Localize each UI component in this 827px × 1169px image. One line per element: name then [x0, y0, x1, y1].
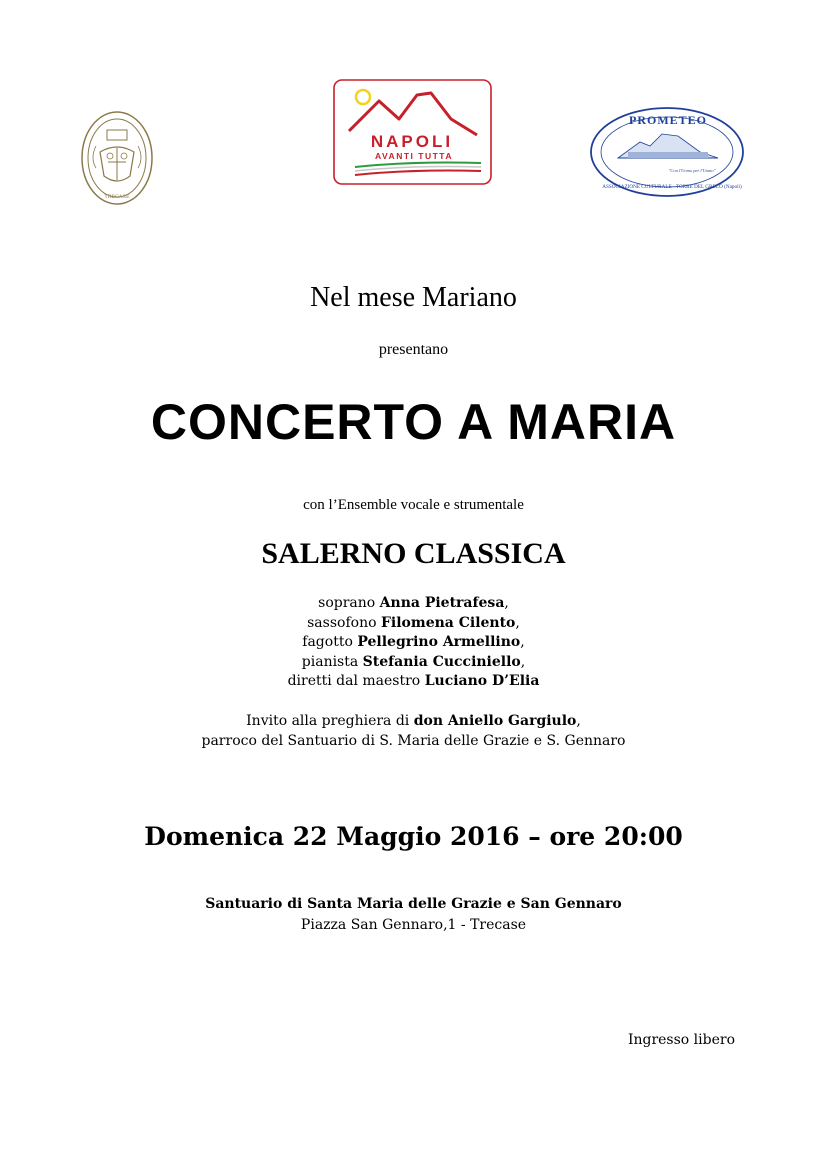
svg-text:"Con l'Uomo per l'Uomo": "Con l'Uomo per l'Uomo" [668, 168, 716, 173]
venue-name: Santuario di Santa Maria delle Grazie e San Gennaro [205, 896, 622, 912]
presentano-text: presentano [378, 341, 449, 358]
ecclesiastical-seal-icon [80, 110, 154, 206]
prometeo-logo [588, 106, 746, 198]
seal-logo [80, 110, 154, 206]
napoli-avanti-tutta-logo [333, 79, 492, 185]
svg-text:PROMETEO: PROMETEO [628, 113, 708, 127]
prayer-invite: Invito alla preghiera di don Aniello Gargiulo, parroco del Santuario di S. Maria delle Grazie e S. Gennaro [201, 713, 626, 749]
free-entry-note: Ingresso libero [627, 1032, 735, 1048]
svg-text:TRECASE: TRECASE [104, 194, 130, 200]
event-date: Domenica 22 Maggio 2016 – ore 20:00 [144, 822, 683, 851]
performer-row: pianista Stefania Cucciniello, [301, 653, 526, 670]
ensemble-line: con l’Ensemble vocale e strumentale [303, 497, 524, 513]
priest-role: parroco del Santuario di S. Maria delle Grazie e S. Gennaro [201, 732, 626, 749]
performers-list [0, 594, 827, 692]
performer-row: sassofono Filomena Cilento, [307, 614, 520, 631]
intro-text: Nel mese Mariano [310, 282, 517, 313]
performer-row: diretti dal maestro Luciano D’Elia [287, 673, 540, 689]
group-name: SALERNO CLASSICA [261, 537, 566, 570]
performer-row: fagotto Pellegrino Armellino, [302, 634, 525, 650]
priest-name: don Aniello Gargiulo [413, 713, 577, 729]
venue-block [0, 894, 827, 936]
venue-address: Piazza San Gennaro,1 - Trecase [300, 917, 527, 933]
svg-text:AVANTI TUTTA: AVANTI TUTTA [375, 151, 453, 161]
event-title: CONCERTO A MARIA [150, 394, 677, 450]
svg-text:ASSOCIAZIONE CULTURALE - TORRE: ASSOCIAZIONE CULTURALE - TORRE DEL GRECO (Napoli) [602, 184, 742, 190]
svg-text:NAPOLI: NAPOLI [370, 132, 454, 151]
performer-row: soprano Anna Pietrafesa, [318, 595, 509, 611]
